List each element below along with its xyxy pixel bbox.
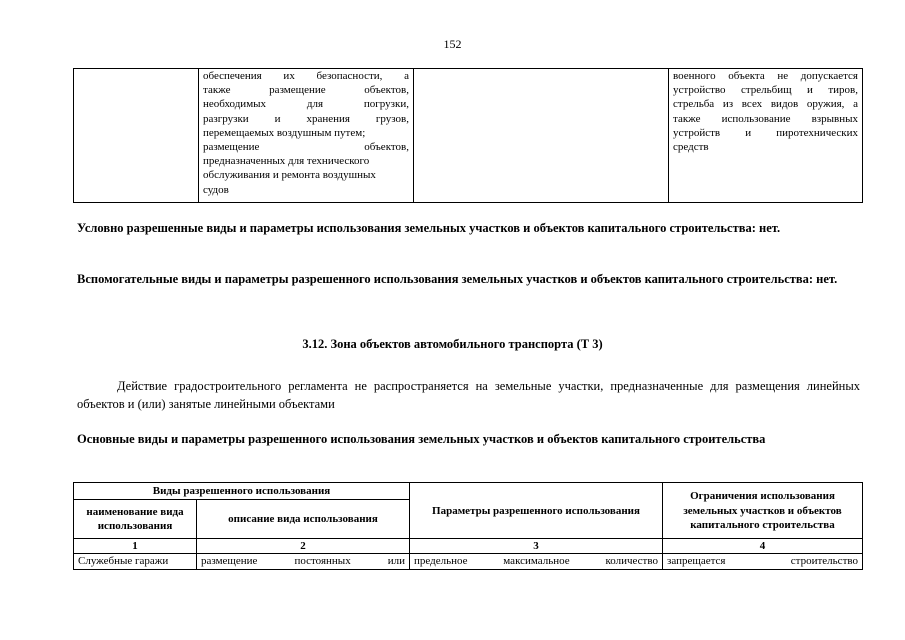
header-use-description: описание вида использования xyxy=(197,500,410,539)
header-params: Параметры разрешенного использования xyxy=(410,483,663,539)
text-line: устройств и пиротехнических xyxy=(673,126,858,139)
table-row xyxy=(74,554,863,569)
text-word: размещение xyxy=(201,555,258,568)
column-number: 1 xyxy=(74,539,197,554)
text-line: также использование взрывных xyxy=(673,112,858,125)
text-line: разгрузки и хранения грузов, xyxy=(203,112,409,125)
table-row-numbers xyxy=(74,539,863,554)
table-cell-empty xyxy=(414,69,669,203)
table-header-row xyxy=(74,483,863,500)
table-cell-empty xyxy=(74,69,199,203)
auxiliary-uses-paragraph: Вспомогательные виды и параметры разрешенного использования земельных участков и объектов капитального строительства: нет. xyxy=(77,272,838,286)
conditional-uses-paragraph: Условно разрешенные виды и параметры использования земельных участков и объектов капитального строительства: нет. xyxy=(77,221,781,235)
main-uses-table xyxy=(73,482,863,570)
text-line: стрельба из всех видов оружия, а xyxy=(673,98,858,111)
page-number: 152 xyxy=(443,37,462,51)
text-line: обслуживания и ремонта воздушных xyxy=(203,169,376,182)
text-word: строительство xyxy=(790,555,858,568)
text-word: максимальное xyxy=(503,555,570,568)
header-restrictions: Ограничения использования земельных участков и объектов капитального строительства xyxy=(663,483,863,539)
text-word: или xyxy=(387,555,405,568)
column-number: 4 xyxy=(663,539,863,554)
text-line: предназначенных для технического xyxy=(203,155,370,168)
table-row xyxy=(74,69,863,203)
section-title: 3.12. Зона объектов автомобильного транспорта (Т 3) xyxy=(302,337,603,351)
text-line: необходимых для погрузки, xyxy=(203,98,409,111)
column-number: 2 xyxy=(197,539,410,554)
cell-use-name: Служебные гаражи xyxy=(74,554,197,569)
text-line: судов xyxy=(203,183,229,196)
text-word: постоянных xyxy=(294,555,351,568)
text-line: средств xyxy=(673,141,709,154)
text-line: обеспечения их безопасности, а xyxy=(203,70,409,82)
text-line: перемещаемых воздушным путем; xyxy=(203,126,366,139)
table-cell-restrictions xyxy=(669,69,863,203)
continued-table xyxy=(73,68,863,203)
text-line: устройство стрельбищ и тиров, xyxy=(673,84,858,97)
text-word: предельное xyxy=(414,555,468,568)
cell-restrictions xyxy=(663,554,863,569)
table-cell-description xyxy=(199,69,414,203)
text-line: военного объекта не допускается xyxy=(673,70,858,82)
cell-use-description xyxy=(197,554,410,569)
cell-params xyxy=(410,554,663,569)
text-line: размещение объектов, xyxy=(203,141,409,154)
intro-paragraph: Действие градостроительного регламента не распространяется на земельные участки, предназначенные для размещения линейных объектов и (или) занятые линейными объектами xyxy=(77,379,860,411)
text-word: количество xyxy=(605,555,658,568)
header-use-name: наименование вида использования xyxy=(74,500,197,539)
text-word: запрещается xyxy=(667,555,726,568)
main-uses-heading: Основные виды и параметры разрешенного использования земельных участков и объектов капитального строительства xyxy=(77,432,766,446)
text-line: также размещение объектов, xyxy=(203,84,409,97)
column-number: 3 xyxy=(410,539,663,554)
header-group-uses: Виды разрешенного использования xyxy=(74,483,410,500)
